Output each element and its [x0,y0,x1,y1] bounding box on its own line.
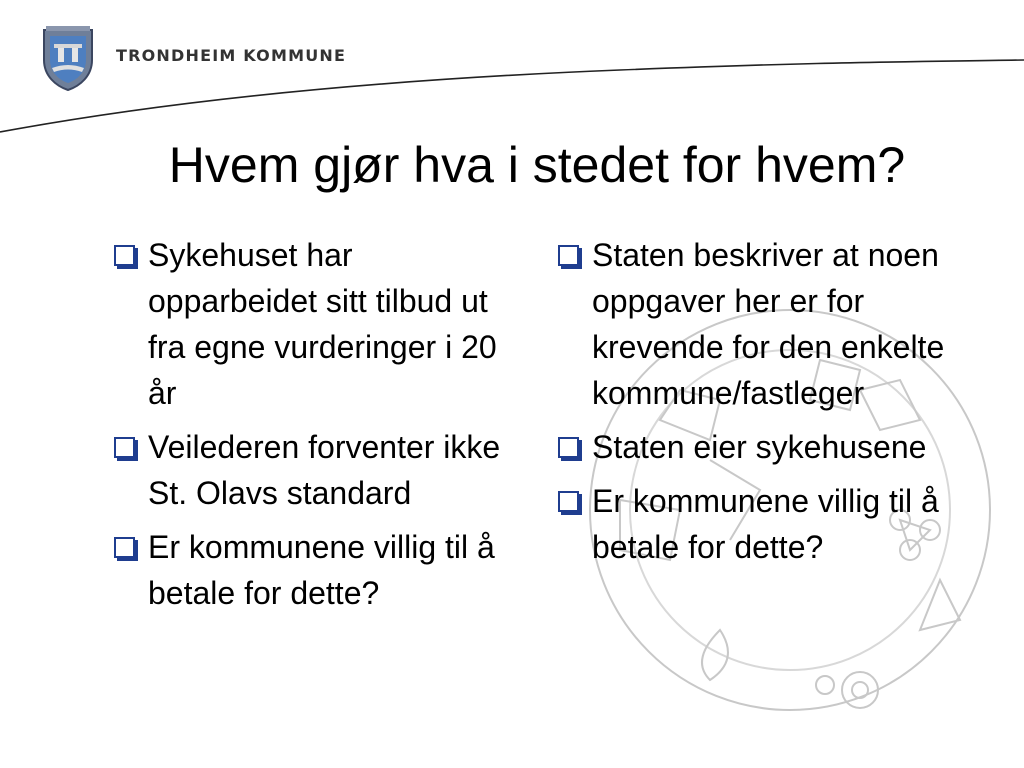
hollow-square-bullet-icon [558,437,579,458]
hollow-square-bullet-icon [114,537,135,558]
right-bullet-list [556,232,976,578]
org-name: TRONDHEIM KOMMUNE [116,46,347,65]
bullet-text: Staten beskriver at noen oppgaver her er for krevende for den enkelte kommune/fastleger [592,237,945,411]
hollow-square-bullet-icon [558,245,579,266]
hollow-square-bullet-icon [114,245,135,266]
bullet-text: Er kommunene villig til å betale for dette? [592,483,939,565]
list-item [556,478,976,570]
header-divider-curve [0,0,1024,140]
list-item [112,232,522,416]
slide-title: Hvem gjør hva i stedet for hvem? [168,137,906,193]
coat-of-arms-icon [40,24,96,92]
list-item [112,424,522,516]
bullet-text: Staten eier sykehusene [592,429,927,465]
list-item [556,232,976,416]
list-item [112,524,522,616]
bullet-text: Veilederen forventer ikke St. Olavs standard [148,429,501,511]
bullet-text: Sykehuset har opparbeidet sitt tilbud ut fra egne vurderinger i 20 år [148,237,497,411]
hollow-square-bullet-icon [114,437,135,458]
list-item [556,424,976,470]
bullet-text: Er kommunene villig til å betale for dette? [148,529,495,611]
hollow-square-bullet-icon [558,491,579,512]
left-bullet-list [112,232,522,624]
